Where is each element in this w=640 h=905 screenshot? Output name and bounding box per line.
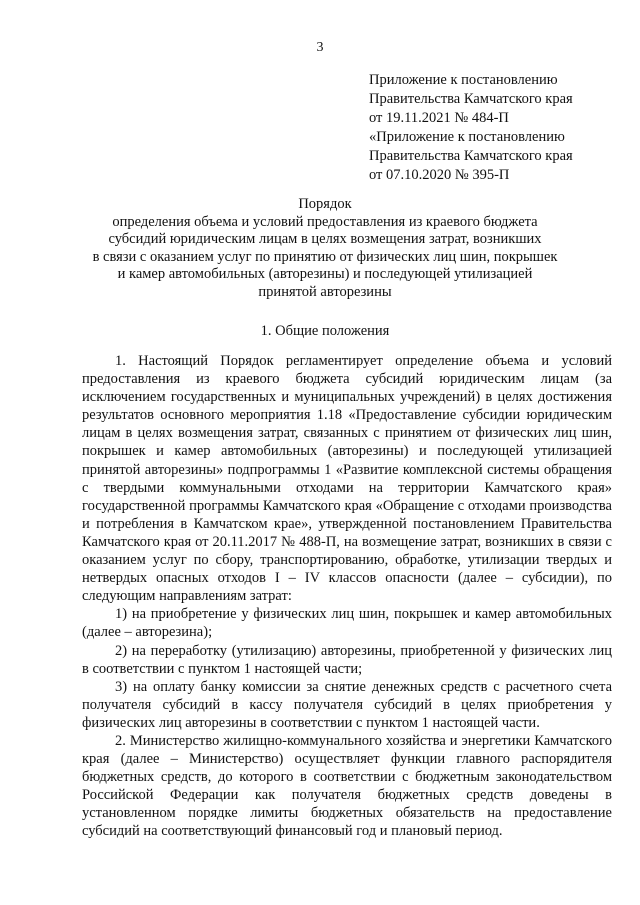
document-title (80, 196, 570, 302)
title-line: принятой авторезины (258, 283, 392, 300)
paragraph: 2. Министерство жилищно-коммунального хозяйства и энергетики Камчатского края (далее – Министерство) осуществляет функции главного распорядителя бюджетных средств, до которого в соответствии с бюджетным законодательством Российской Федерации как получателя бюджетных средств доведены в установленном порядке лимиты бюджетных обязательств на предоставление субсидий на соответствующий финансовый год и плановый период. (82, 732, 612, 840)
section-heading: 1. Общие положения (260, 323, 390, 339)
title-line: Порядок (298, 196, 352, 212)
title-line: субсидий юридическим лицам в целях возмещения затрат, возникших (108, 231, 542, 248)
appendix-line: «Приложение к постановлению (369, 129, 565, 145)
appendix-line: от 07.10.2020 № 395-П (369, 167, 510, 183)
title-line: в связи с оказанием услуг по принятию от физических лиц шин, покрышек (92, 248, 558, 265)
appendix-reference (369, 71, 573, 185)
appendix-line: Приложение к постановлению (369, 72, 558, 88)
appendix-line: Правительства Камчатского края (369, 91, 573, 107)
paragraph: 1. Настоящий Порядок регламентирует определение объема и условий предоставления из краевого бюджета субсидий юридическим лицам (за исключением государственных и муниципальных учреждений) в целях достижения результатов основного мероприятия 1.18 «Предоставление субсидии юридическим лицам в целях возмещения затрат, связанных с принятием от физических лиц шин, покрышек и камер автомобильных (авторезины) и последующей утилизацией принятой авторезины» подпрограммы 1 «Развитие комплексной системы обращения с твердыми коммунальными отходами на территории Камчатского края» государственной программы Камчатского края «Обращение с отходами производства и потребления в Камчатском крае», утвержденной постановлением Правительства Камчатского края от 20.11.2017 № 488-П, на возмещение затрат, возникших в связи с оказанием услуг по сбору, транспортированию, обработке, утилизации твердых и нетвердых опасных отходов I – IV классов опасности (далее – субсидии), по следующим направлениям затрат: (82, 353, 612, 605)
paragraph: 1) на приобретение у физических лиц шин, покрышек и камер автомобильных (далее – авторезина); (82, 606, 612, 641)
document-body (82, 352, 612, 841)
page-number: 3 (316, 40, 324, 55)
paragraph: 3) на оплату банку комиссии за снятие денежных средств с расчетного счета получателя субсидий в кассу получателя субсидий в целях приобретения у физических лиц авторезины в соответствии с пунктом 1 настоящей части. (82, 678, 612, 731)
appendix-line: Правительства Камчатского края (369, 148, 573, 164)
paragraph: 2) на переработку (утилизацию) авторезины, приобретенной у физических лиц в соответствии с пунктом 1 настоящей части; (82, 642, 612, 677)
title-line: определения объема и условий предоставления из краевого бюджета (112, 213, 538, 230)
title-line: и камер автомобильных (авторезины) и последующей утилизацией (117, 266, 533, 283)
appendix-line: от 19.11.2021 № 484-П (369, 110, 509, 126)
